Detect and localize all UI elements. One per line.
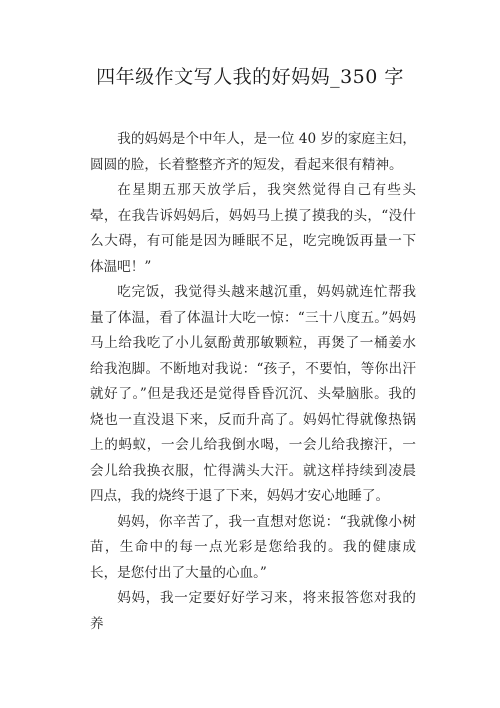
- document-title: 四年级作文写人我的好妈妈_350 字: [96, 66, 404, 88]
- paragraph: 在星期五那天放学后，我突然觉得自己有些头晕，在我告诉妈妈后，妈妈马上摸了摸我的头，“没什么大碍，有可能是因为睡眠不足，吃完晚饭再量一下体温吧！”: [90, 182, 416, 275]
- paragraph: 吃完饭，我觉得头越来越沉重，妈妈就连忙帮我量了体温，看了体温计大吃一惊：“三十八度五。”妈妈马上给我吃了小儿氨酚黄那敏颗粒，再煲了一桶姜水给我泡脚。不断地对我说：“孩子，不要怕，等你出汗就好了。”但是我还是觉得昏昏沉沉、头晕脑胀。我的烧也一直没退下来，反而升高了。妈妈忙得就像热锅上的蚂蚁，一会儿给我倒水喝，一会儿给我擦汗，一会儿给我换衣服，忙得满头大汗。就这样持续到凌晨四点，我的烧终于退了下来，妈妈才安心地睡了。: [90, 284, 416, 504]
- paragraph: 我的妈妈是个中年人，是一位 40 岁的家庭主妇，圆圆的脸，长着整整齐齐的短发，看起来很有精神。: [90, 131, 416, 173]
- document-body: [90, 127, 416, 637]
- paragraph: 妈妈，我一定要好好学习来，将来报答您对我的养: [90, 590, 416, 632]
- paragraph: 妈妈，你辛苦了，我一直想对您说：“我就像小树苗，生命中的每一点光彩是您给我的。我的健康成长，是您付出了大量的心血。”: [90, 513, 416, 581]
